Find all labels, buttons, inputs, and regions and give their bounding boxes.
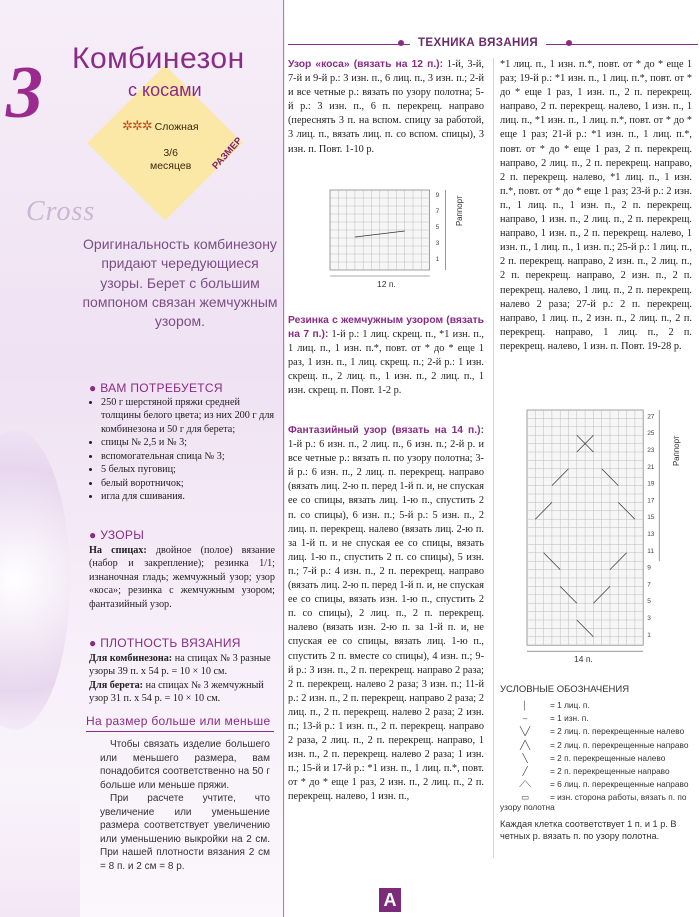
legend-text: = изн. сторона работы, вязать п. по узору полотна	[500, 792, 687, 813]
density-heading	[89, 636, 241, 650]
list-item: • 5 белых пуговиц;	[101, 463, 275, 476]
fantasy-continued: *1 лиц. п., 1 изн. п.*, повт. от * до * еще 1 раз; 19-й р.: *1 изн. п., 1 лиц. п.*, повт. от * до * еще 1 раз, 1 изн. п., 2 п. перекрещ. направо, 2 п. перекрещ. налево, 1 изн. п., 1 лиц. п., *1 изн. п., 1 лиц. п.*, повт. от * до * еще 1 раз; 21-й р.: *1 изн. п., 1 лиц. п.*, повт. от * до * еще 1 раз, 2 п. перекрещ. направо, 2 лиц. п., 2 п. перекрещ. направо, 2 п. перекрещ. налево, *1 лиц. п., 1 изн. п.*, повт. от * до * еще 1 раз; 23-й р.: 2 изн. п., 1 лиц. п., 1 изн. п., 2 п. перекрещ. направо, 1 изн. п., 2 лиц. п., 2 п. перекрещ. направо, 1 изн. п., 2 п. перекрещ. налево, 1 изн. п., 1 лиц. п., 1 изн. п.; 25-й р.: 1 лиц. п., 2 п. перекрещ. направо, 2 изн. п., 2 лиц. п., 2 п. перекрещ. направо, 2 изн. п., 2 п. перекрещ. налево, 1 лиц. п., 2 п. перекрещ. налево 2 раза; 27-й р.: 2 п. перекрещ. направо, 1 лиц. п., 2 изн. п., 2 лиц. п., 2 п. перекрещ. направо, 1 лиц. п., 2 п. перекрещ. налево, 1 изн. п. Повт. 19-28 р.	[500, 59, 692, 352]
fantasy-section	[288, 424, 484, 805]
chart2-row-number: 19	[647, 480, 655, 488]
tech-dot-icon	[566, 40, 572, 46]
page-subtitle: с косами	[128, 80, 202, 100]
legend-item	[500, 740, 695, 750]
legend-text: = 2 лиц. п. перекрещенные направо	[550, 739, 689, 750]
legend	[500, 700, 695, 813]
chart2-row-number: 9	[647, 564, 651, 572]
project-number: 3	[6, 52, 43, 134]
legend-item	[500, 713, 695, 723]
list-item: • игла для сшивания.	[101, 490, 275, 503]
legend-symbol-icon: ⟋⟍	[519, 779, 531, 790]
chart2-row-number: 15	[647, 514, 655, 522]
needs-list	[89, 396, 275, 504]
legend-item	[500, 700, 695, 710]
needs-heading-text: ВАМ ПОТРЕБУЕТСЯ	[100, 381, 223, 395]
legend-symbol-icon: ▭	[521, 792, 529, 803]
legend-symbol-icon: ╱╲	[520, 739, 530, 750]
list-item: • белый воротничок;	[101, 477, 275, 490]
size-paragraph-1: Чтобы связать изделие большего или меньшего размера, вам понадобится соответственно на 50 г больше или меньше пряжи.	[100, 739, 270, 791]
patterns-body: двойное (полое) вязание (набор и закрепление); резинка 1/1; изнаночная гладь; жемчужный узор; узор «коса»; резинка с жемчужным узором; фантазийный узор.	[89, 545, 275, 610]
legend-text: = 2 п. перекрещенные направо	[550, 766, 670, 776]
legend-item	[500, 779, 695, 790]
fantasy-text: 1-й р.: 6 изн. п., 2 лиц. п., 6 изн. п.; 2-й р. и все четные р.: вязать п. по узору полотна; 3-й р.: 6 изн. п., 2 лиц. п. перекрещ. направо (вязать лиц. 2-ю п. перед 1-й п. и, не спуская ее со спицы, вязать лиц. 1-ю п., спустить 2 п. со спицы), 6 изн. п.; 5-й р.: 5 изн. п., 2 лиц. п. перекрещ. налево (вязать лиц. 2-ю п. за 1-й п. и не спуская ее со спицы, вязать лиц. 1-ю п., спустить 2 п. со спицы), 5 изн. п.; 7-й р.: 4 изн. п., 2 п. перекрещ. направо (вязать лиц. 2-ю п. перед 1-й п. и, не спуская ее со спицы, вязать изн. 1-ю п., спустить 2 п. со спицы), 2 лиц. п., 2 п. перекрещ. налево (вязать изн. 2-ю п. за 1-й п. и, не спуская ее со спицы, вязать лиц. 1-ю п., спустить 2 п. вместе со спицы), 4 изн. п.; 9-й р.: 3 изн. п., 2 п. перекрещ. направо 2 раза; 2 п. перекрещ. налево 2 раза; 3 изн. п.; 11-й р.: 2 изн. п., 2 п. перекрещ. направо 2 раза; 2 лиц. п., 2 п. перекрещ. налево 2 раза; 2 изн. п.; 13-й р.: 1 изн. п., 2 п. перекрещ. направо 2 раза, 2 лиц. п., 2 п. перекрещ. направо, 1 изн. п., 2 п. перекрещ. налево 2 раза; 1 изн. п.; 15-й и 17-й р.: *1 изн. п., 1 лиц. п.*, повт. от * до * еще 1 раз, 2 изн. п., 2 лиц. п., 2 п. перекрещ. налево, 1 изн. п.,	[288, 439, 484, 803]
chart1-row-number: 1	[435, 256, 440, 263]
patterns-heading-text: УЗОРЫ	[100, 528, 145, 542]
needs-heading	[89, 381, 223, 395]
list-item: • спицы № 2,5 и № 3;	[101, 436, 275, 449]
chart2-row-number: 17	[647, 497, 655, 505]
legend-text: = 1 лиц. п.	[550, 700, 590, 710]
page-title: Комбинезон	[72, 42, 245, 75]
size-text	[100, 738, 270, 873]
density-label-1: Для комбинезона:	[89, 653, 173, 664]
legend-text: = 2 п. перекрещенные налево	[550, 752, 666, 763]
list-item: • 250 г шерстяной пряжи средней толщины белого цвета; из них 200 г для комбинезона и 50 г для берета;	[101, 396, 275, 436]
legend-item	[500, 792, 695, 812]
brand-logo: Cross	[26, 196, 96, 227]
difficulty-label	[122, 118, 199, 134]
kosa-chart	[325, 186, 475, 294]
chart2-rapport-label: Раппорт	[672, 435, 681, 466]
tech-header-label: ТЕХНИКА ВЯЗАНИЯ	[410, 37, 546, 49]
rezinka-text: 1-й р.: 1 лиц. скрещ. п., *1 изн. п., 1 лиц. п., 1 изн. п.*, повт. от * до * еще 1 раз, 1 изн. п., 1 лиц. скрещ. п.; 2-й р.: 1 изн. скрещ. п., 2 лиц. п., 1 изн. п., 2 лиц. п., 1 изн. скрещ. п. Повт. 1-2 р.	[288, 329, 484, 397]
legend-title: УСЛОВНЫЕ ОБОЗНАЧЕНИЯ	[500, 684, 630, 695]
kosa-section	[288, 58, 484, 157]
legend-text: = 6 лиц. п. перекрещенные направо	[550, 779, 689, 790]
legend-text: = 1 изн. п.	[550, 713, 589, 724]
chart1-row-number: 9	[435, 192, 440, 199]
legend-symbol-icon: ╲╱	[520, 726, 530, 737]
kosa-heading: Узор «коса» (вязать на 12 п.):	[288, 59, 444, 70]
legend-symbol-icon: ╲	[522, 752, 528, 763]
chart2-row-number: 27	[647, 413, 655, 421]
density-value-1: на спицах № 3 разные узоры 39 п. х 54 р. = 10 × 10 см.	[89, 653, 271, 678]
size-paragraph-2: При расчете учтите, что увеличение или уменьшение размера соответствует увеличению или уменьшению выкройки на 2 см. При нашей плотности вязания 2 см = 8 п. и 2 см = 8 р.	[100, 793, 270, 872]
column-divider	[283, 0, 284, 917]
age-label: 3/6 месяцев	[150, 147, 192, 172]
legend-item	[500, 753, 695, 763]
legend-symbol-icon: ╱	[522, 766, 528, 776]
fabric-photo-bottom	[0, 780, 80, 917]
bullet-icon: ●	[89, 636, 101, 650]
patterns-text	[89, 544, 275, 611]
chart2-row-number: 5	[647, 598, 651, 606]
density-value-2: на спицах № 3 жемчужный узор 31 п. х 54 р. = 10 × 10 см.	[89, 679, 264, 705]
bullet-icon: ●	[89, 381, 101, 395]
chart2-row-number: 11	[647, 547, 654, 555]
chart2-row-number: 13	[647, 531, 655, 538]
legend-text: = 2 лиц. п. перекрещенные налево	[550, 726, 685, 737]
difficulty-gear-icon: ✲✲✲	[122, 118, 152, 133]
chart2-row-number: 3	[647, 615, 651, 622]
chart2-row-number: 7	[647, 581, 651, 589]
patterns-heading	[89, 528, 144, 542]
fantasy-chart	[522, 406, 692, 668]
legend-item	[500, 766, 695, 776]
chart1-rapport-label: Раппорт	[455, 195, 464, 226]
intro-text: Оригинальность комбинезону придают чередующиеся узоры. Берет с большим помпоном связан жемчужным узором.	[82, 236, 278, 330]
density-label-2: Для берета:	[89, 679, 144, 691]
chart1-row-number: 3	[435, 240, 440, 247]
difficulty-text: Сложная	[154, 121, 199, 133]
chart1-row-number: 7	[435, 208, 440, 215]
chart2-width-label: 14 п.	[574, 654, 593, 664]
chart2-row-number: 21	[647, 463, 655, 471]
legend-symbol-icon: –	[522, 713, 528, 724]
tech-dot-icon	[398, 40, 404, 46]
kosa-text: 1-й, 3-й, 7-й и 9-й р.: 3 изн. п., 6 лиц. п., 3 изн. п.; 2-й и все четные р.: вязать по узору полотна; 5-й р.: 3 изн. п., 6 п. перекрещ. направо (переснять 3 п. на вспом. спицу за работой, 3 лиц. п., вязать лиц. п. со вспом. спицы), 3 изн. п. Повт. 1-10 р.	[288, 59, 484, 155]
rezinka-section	[288, 314, 484, 399]
rezinka-heading: Резинка с жемчужным узором (вязать на 7 п.):	[288, 315, 484, 341]
page-marker: А	[379, 888, 401, 912]
legend-item	[500, 726, 695, 736]
column-divider	[493, 58, 494, 858]
bullet-icon: ●	[89, 528, 101, 542]
size-divider	[86, 731, 274, 732]
fantasy-heading: Фантазийный узор (вязать на 14 п.):	[288, 425, 484, 436]
chart1-row-number: 5	[435, 224, 440, 231]
legend-symbol-icon: │	[522, 700, 528, 710]
chart2-row-number: 1	[647, 631, 651, 639]
list-item: • вспомогательная спица № 3;	[101, 450, 275, 463]
density-heading-text: ПЛОТНОСТЬ ВЯЗАНИЯ	[100, 636, 241, 650]
footnote: Каждая клетка соответствует 1 п. и 1 р. В четных р. вязать п. по узору полотна.	[500, 819, 677, 842]
size-tag: РАЗМЕР	[210, 135, 245, 172]
chart2-row-number: 25	[647, 430, 655, 438]
chart1-width-label: 12 п.	[377, 279, 396, 289]
patterns-label: На спицах:	[89, 545, 147, 556]
size-heading: На размер больше или меньше	[86, 714, 271, 728]
chart2-row-number: 23	[647, 447, 655, 454]
density-text	[89, 652, 275, 706]
